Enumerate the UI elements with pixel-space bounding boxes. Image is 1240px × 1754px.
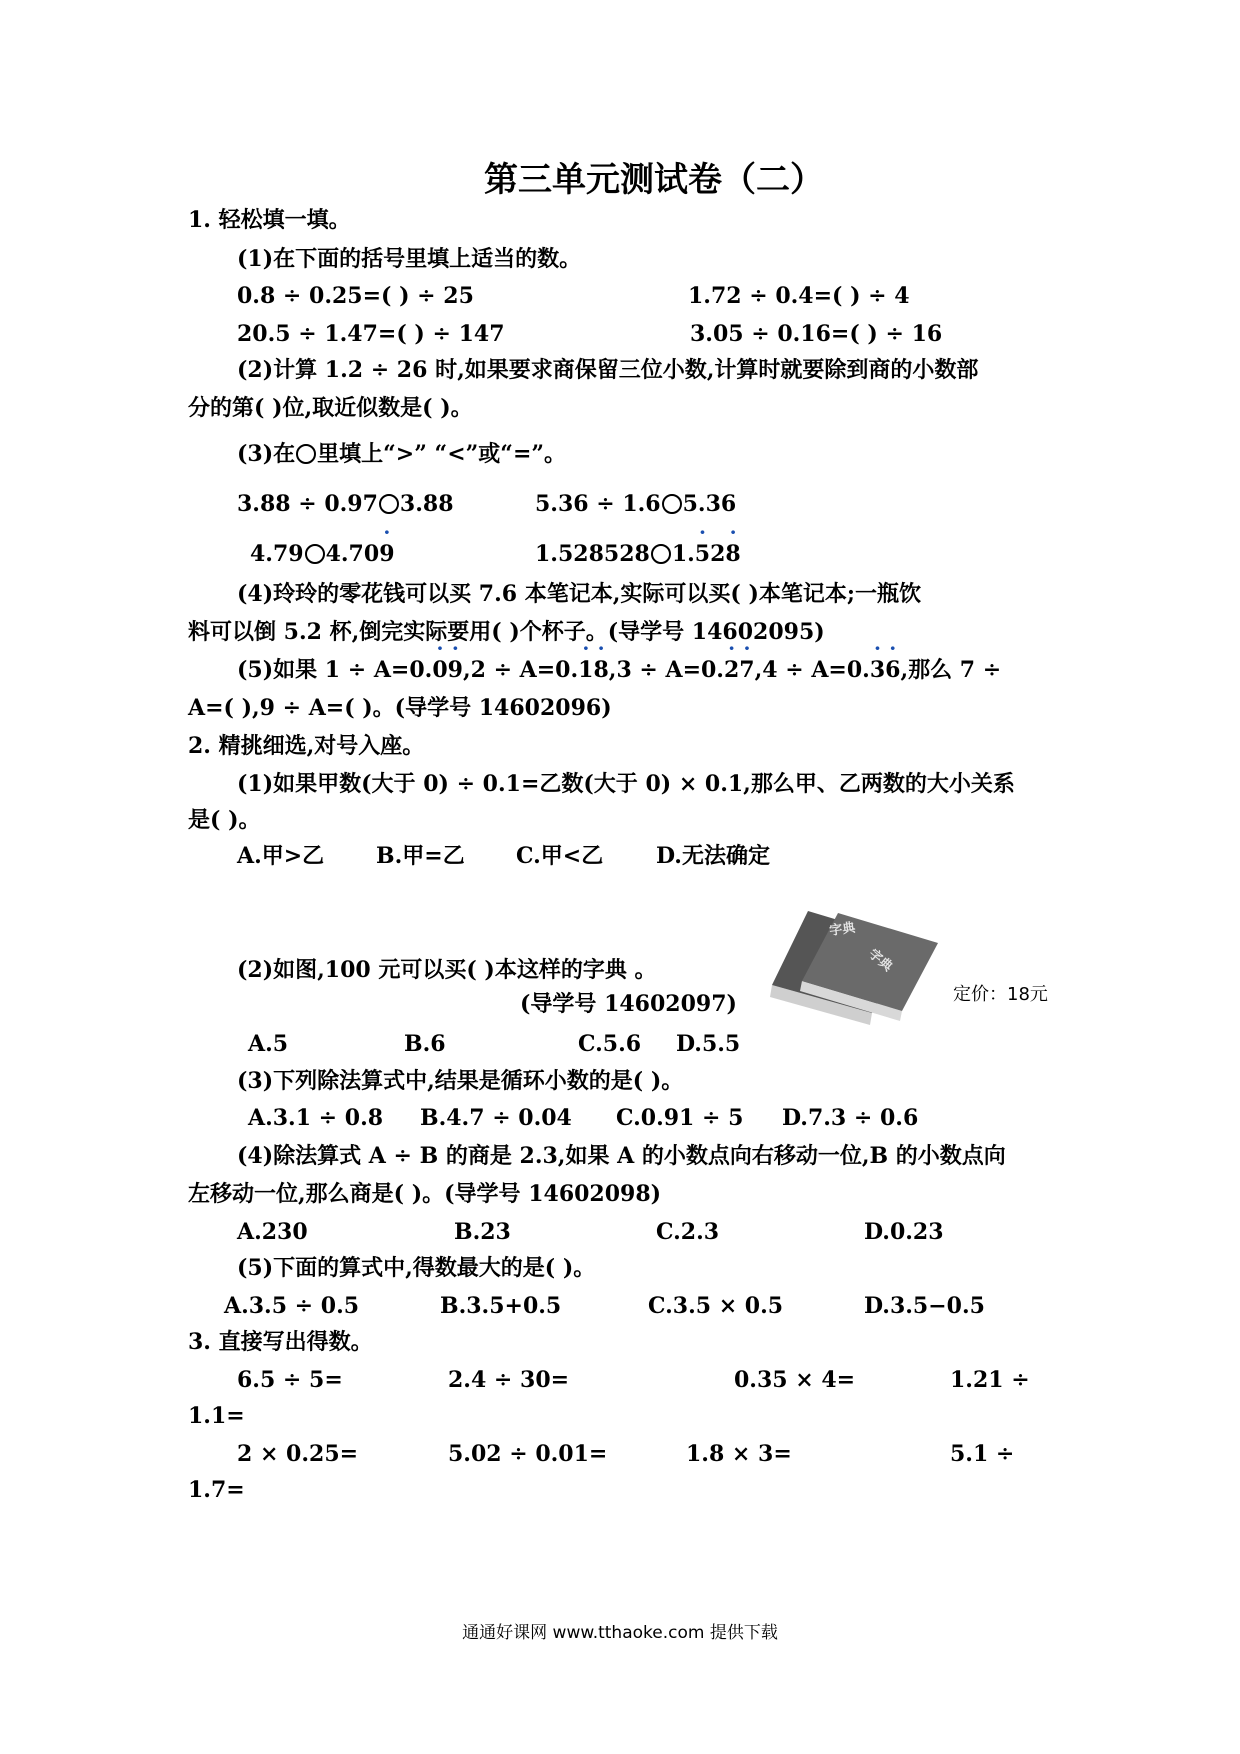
repeating-digit: · 7 <box>739 656 754 684</box>
text: ,那么 7 ÷ <box>900 657 1002 683</box>
q1-p3-compare4 <box>535 540 741 568</box>
q2-p5-option-c: C.3.5 × 0.5 <box>648 1293 784 1319</box>
book-label: 字典 <box>828 920 857 939</box>
q3-item: 1.8 × 3= <box>686 1441 792 1467</box>
q2-p1-line2: 是( )。 <box>188 807 261 833</box>
q1-p2-line2: 分的第( )位,取近似数是( )。 <box>188 395 473 421</box>
text: ,2 ÷ A=0. <box>462 657 579 683</box>
q2-p2-option-c: C.5.6 <box>578 1031 642 1057</box>
q2-heading: 2. 精挑细选,对号入座。 <box>188 733 425 759</box>
compare-left: 5.36 ÷ 1.6 <box>535 491 661 517</box>
footer-credit: 通通好课网 www.tthaoke.com 提供下载 <box>462 1623 778 1643</box>
q1-p3-prompt-a: (3)在 <box>237 441 296 467</box>
q3-item: 0.35 × 4= <box>734 1367 856 1393</box>
circle-blank-icon <box>662 494 682 514</box>
q2-p3-option-d: D.7.3 ÷ 0.6 <box>782 1105 919 1131</box>
q1-p3-compare1 <box>237 490 454 518</box>
q1-p3-compare2 <box>535 490 736 518</box>
dictionary-illustration <box>760 905 955 1025</box>
q2-p1-option-d: D.无法确定 <box>656 843 770 869</box>
q3-item: 5.02 ÷ 0.01= <box>448 1441 608 1467</box>
q3-item-wrap: 1.1= <box>188 1403 245 1429</box>
q3-item: 5.1 ÷ <box>950 1441 1015 1467</box>
q1-p3-compare3 <box>250 540 395 568</box>
q3-item: 2 × 0.25= <box>237 1441 359 1467</box>
circle-blank-icon <box>651 544 671 564</box>
q1-p1-eq2: 1.72 ÷ 0.4=( ) ÷ 4 <box>688 283 910 309</box>
q2-p4-line2: 左移动一位,那么商是( )。(导学号 14602098) <box>188 1181 662 1207</box>
compare-right: 1. <box>671 541 695 567</box>
q2-p3-line1: (3)下列除法算式中,结果是循环小数的是( )。 <box>237 1068 684 1094</box>
repeating-digit: · 8 <box>725 540 740 568</box>
q2-p4-option-b: B.23 <box>454 1219 511 1245</box>
q2-p4-option-a: A.230 <box>237 1219 308 1245</box>
q1-p1-eq4: 3.05 ÷ 0.16=( ) ÷ 16 <box>690 321 943 347</box>
digit: 2 <box>710 541 726 567</box>
repeating-digit: · 9 <box>448 656 463 684</box>
q1-p4-line1: (4)玲玲的零花钱可以买 7.6 本笔记本,实际可以买( )本笔记本;一瓶饮 <box>237 581 921 607</box>
repeating-digit: · 2 <box>724 656 739 684</box>
q3-item: 2.4 ÷ 30= <box>448 1367 570 1393</box>
q1-p3-prompt <box>237 440 566 468</box>
q3-item: 6.5 ÷ 5= <box>237 1367 343 1393</box>
compare-right: 5.36 <box>682 491 737 517</box>
price-label: 定价：18元 <box>953 984 1048 1005</box>
q2-p2-option-b: B.6 <box>404 1031 446 1057</box>
q2-p5-option-b: B.3.5+0.5 <box>440 1293 562 1319</box>
repeating-digit: · 8 <box>593 656 608 684</box>
q1-p2-line1: (2)计算 1.2 ÷ 26 时,如果要求商保留三位小数,计算时就要除到商的小数部 <box>237 357 979 383</box>
q1-p3-prompt-b: 里填上“>” “<”或“=”。 <box>317 441 567 467</box>
q2-p1-option-c: C.甲<乙 <box>516 843 604 869</box>
page-title: 第三单元测试卷（二） <box>484 160 824 200</box>
circle-blank-icon <box>296 444 316 464</box>
q1-p1-eq3: 20.5 ÷ 1.47=( ) ÷ 147 <box>237 321 505 347</box>
q2-p1-option-a: A.甲>乙 <box>237 843 325 869</box>
q3-item-wrap: 1.7= <box>188 1477 245 1503</box>
q1-p4-line2: 料可以倒 5.2 杯,倒完实际要用( )个杯子。(导学号 14602095) <box>188 619 825 645</box>
repeating-digit: · 9 <box>379 540 394 568</box>
book-label: 字典 <box>865 946 895 975</box>
compare-left: 3.88 ÷ 0.97 <box>237 491 378 517</box>
q2-p3-option-a: A.3.1 ÷ 0.8 <box>248 1105 384 1131</box>
repeating-digit: · 3 <box>870 656 885 684</box>
q2-p5-option-a: A.3.5 ÷ 0.5 <box>224 1293 360 1319</box>
q2-p2-line2: (导学号 14602097) <box>520 991 737 1017</box>
q2-p5-line1: (5)下面的算式中,得数最大的是( )。 <box>237 1255 596 1281</box>
q2-p4-line1: (4)除法算式 A ÷ B 的商是 2.3,如果 A 的小数点向右移动一位,B 的小数点向 <box>237 1143 1006 1169</box>
repeating-digit: · 5 <box>695 540 710 568</box>
q2-p2-option-a: A.5 <box>248 1031 289 1057</box>
q2-p4-option-d: D.0.23 <box>864 1219 944 1245</box>
q2-p2-option-d: D.5.5 <box>676 1031 741 1057</box>
q1-heading: 1. 轻松填一填。 <box>188 207 351 233</box>
q2-p5-option-d: D.3.5−0.5 <box>864 1293 985 1319</box>
q3-heading: 3. 直接写出得数。 <box>188 1329 373 1355</box>
compare-right: 3.88 <box>399 491 454 517</box>
q2-p3-option-b: B.4.7 ÷ 0.04 <box>420 1105 572 1131</box>
q1-p5-line1 <box>237 656 1001 684</box>
compare-right: 4.70 <box>325 541 380 567</box>
q1-p5-line2: A=( ),9 ÷ A=( )。(导学号 14602096) <box>188 695 612 721</box>
q2-p2-line1: (2)如图,100 元可以买( )本这样的字典 。 <box>237 957 657 983</box>
text: (5)如果 1 ÷ A=0. <box>237 657 433 683</box>
text: ,4 ÷ A=0. <box>754 657 870 683</box>
repeating-digit: · 0 <box>432 656 447 684</box>
compare-left: 1.528528 <box>535 541 650 567</box>
q2-p4-option-c: C.2.3 <box>656 1219 720 1245</box>
circle-blank-icon <box>379 494 399 514</box>
text: ,3 ÷ A=0. <box>608 657 724 683</box>
q2-p1-option-b: B.甲=乙 <box>376 843 465 869</box>
q2-p1-line1: (1)如果甲数(大于 0) ÷ 0.1=乙数(大于 0) × 0.1,那么甲、乙两数的大小关系 <box>237 771 1015 797</box>
repeating-digit: · 6 <box>885 656 900 684</box>
compare-left: 4.79 <box>250 541 304 567</box>
q2-p3-option-c: C.0.91 ÷ 5 <box>616 1105 744 1131</box>
circle-blank-icon <box>305 544 325 564</box>
q1-p1-eq1: 0.8 ÷ 0.25=( ) ÷ 25 <box>237 283 474 309</box>
q3-item: 1.21 ÷ <box>950 1367 1030 1393</box>
q1-p1-prompt: (1)在下面的括号里填上适当的数。 <box>237 246 582 272</box>
repeating-digit: · 1 <box>578 656 593 684</box>
